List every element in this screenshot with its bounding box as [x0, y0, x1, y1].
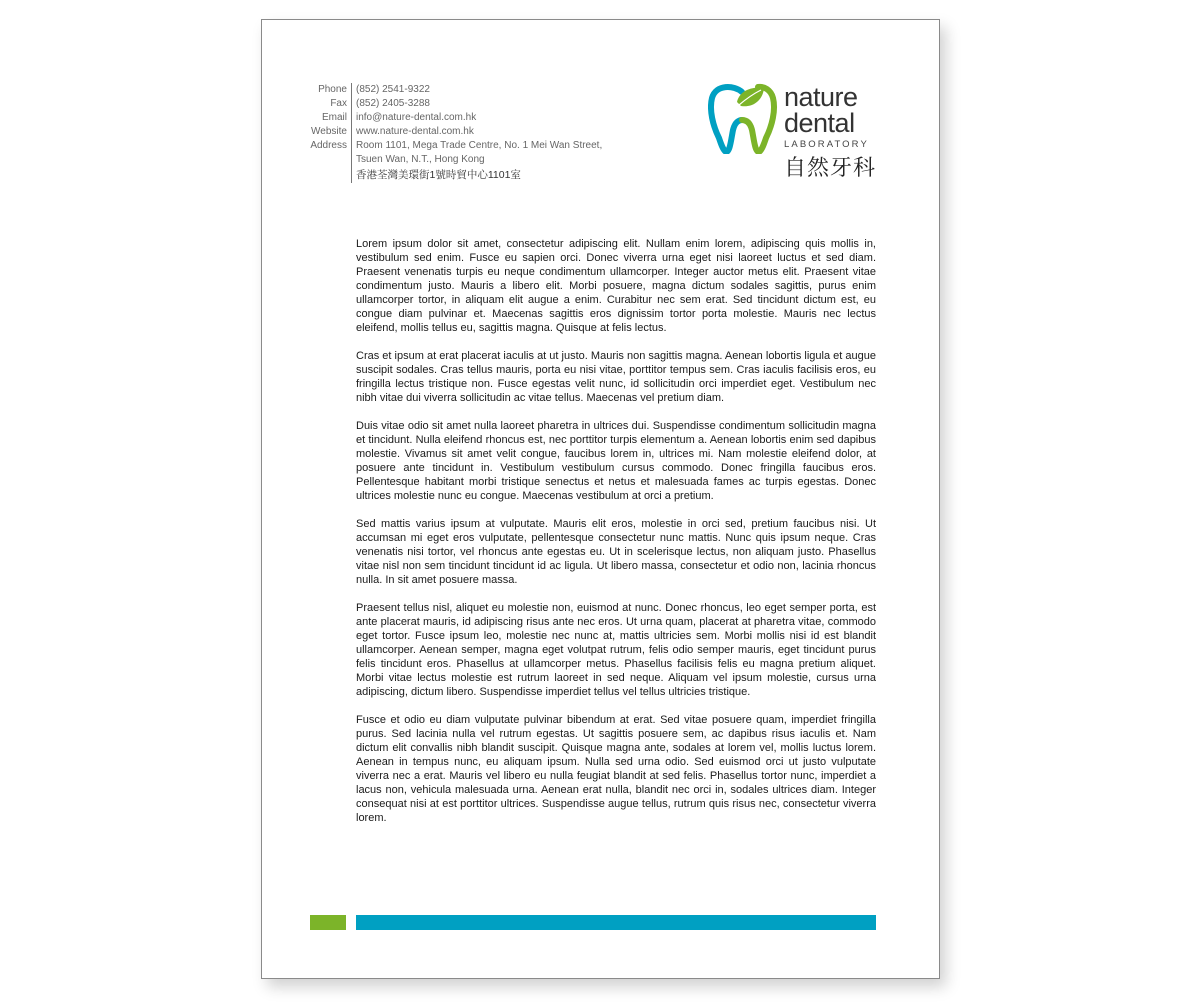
contact-labels: [262, 83, 347, 153]
phone-label: Phone: [318, 84, 347, 95]
letter-body: [356, 237, 876, 839]
email-value: info@nature-dental.com.hk: [356, 112, 477, 124]
body-paragraph: Cras et ipsum at erat placerat iaculis at ut justo. Mauris non sagittis magna. Aenean lobortis ligula et augue suscipit sodales. Cras tellus mauris, porta eu nisi vitae, porttitor tempus sem. Cras iaculis facilisis eros, eu fringilla lectus tristique non. Fusce egestas velit nunc, id sollicitudin orci imperdiet eget. Vestibulum nec nibh vitae dui viverra sollicitudin ac vitae tellus. Maecenas vel pretium diam.: [356, 350, 876, 404]
phone-value: (852) 2541-9322: [356, 84, 430, 95]
logo-word-nature: nature: [784, 82, 858, 112]
logo-word-dental: dental: [784, 108, 855, 138]
website-value: www.nature-dental.com.hk: [356, 126, 474, 138]
email-label: Email: [321, 112, 347, 124]
contact-divider: [351, 83, 352, 183]
company-logo: [708, 82, 878, 182]
body-paragraph: Duis vitae odio sit amet nulla laoreet pharetra in ultrices dui. Suspendisse condimentum sollicitudin magna et tincidunt. Nulla eleifend rhoncus est, nec porttitor turpis elementum a. Aenean lobortis enim sed dapibus molestie. Vivamus sit amet velit congue, faucibus lorem in, ultrices mi. Nam molestie eleifend dolor, at posuere ante tincidunt in. Vestibulum vestibulum cursus commodo. Donec fringilla faucibus eros. Pellentesque habitant morbi tristique senectus et netus et malesuada fames ac turpis egestas. Donec ultrices molestie nunc eu congue. Maecenas vestibulum at orci a pretium.: [356, 420, 876, 502]
body-paragraph: Praesent tellus nisl, aliquet eu molestie non, euismod at nunc. Donec rhoncus, leo eget semper porta, est ante placerat mauris, id adipiscing risus ante nec eros. Ut urna quam, placerat at pharetra vitae, commodo eget tortor. Fusce ipsum leo, molestie nec nunc at, mattis ultricies sem. Morbi mollis nisi id est blandit ullamcorper. Aenean semper, magna eget volutpat rutrum, felis odio semper mauris, eget tincidunt purus felis tincidunt eros. Phasellus at ullamcorper metus. Phasellus facilisis felis eu magna pretium aliquet. Morbi vitae lectus molestie est rutrum laoreet in sed neque. Aliquam vel ipsum molestie, cursus urna adipiscing, dictum libero. Suspendisse imperdiet tellus vel tellus ultricies tristique.: [356, 602, 876, 698]
address-line-2: Tsuen Wan, N.T., Hong Kong: [356, 154, 485, 166]
logo-word-laboratory: LABORATORY: [784, 139, 869, 150]
footer-green-bar: [310, 915, 346, 930]
address-chinese: 香港荃灣美環街1號時貿中心1101室: [356, 168, 521, 181]
letterhead-page: [261, 19, 940, 979]
fax-label: Fax: [330, 98, 347, 110]
logo-chinese-name: 自然牙科: [784, 155, 877, 180]
body-paragraph: Fusce et odio eu diam vulputate pulvinar bibendum at erat. Sed vitae posuere quam, imperdiet fringilla purus. Sed lacinia nulla vel rutrum egestas. Ut sagittis posuere sem, ac dapibus risus iaculis et. Nam dictum elit convallis nibh blandit suscipit. Quisque magna ante, sodales at lorem vel, mollis luctus lorem. Aenean in tempus nunc, eu aliquam ipsum. Nulla sed urna odio. Sed euismod orci ut justo vulputate viverra nec a erat. Mauris vel libero eu nulla feugiat blandit at sed felis. Phasellus tortor nunc, imperdiet a lacus non, vehicula malesuada urna. Aenean erat nulla, blandit nec orci in, sodales ultrices diam. Integer consequat nisi at est porttitor ultrices. Suspendisse augue tellus, rutrum quis risus nec, consectetur viverra lorem.: [356, 714, 876, 824]
body-paragraph: Lorem ipsum dolor sit amet, consectetur adipiscing elit. Nullam enim lorem, adipiscing quis mollis in, vestibulum sed enim. Fusce eu sapien orci. Donec viverra urna eget nisi laoreet luctus et sed diam. Praesent venenatis turpis eu neque condimentum ullamcorper. Integer auctor metus elit. Praesent vitae condimentum justo. Mauris a libero elit. Morbi posuere, magna dictum sodales sagittis, purus enim ullamcorper tortor, in aliquam elit augue a enim. Curabitur nec sem erat. Sed tincidunt dictum est, eu congue diam pulvinar et. Maecenas sagittis eros dignissim tortor porta molestie. Mauris nec lectus eleifend, mollis tellus eu, sagittis magna. Quisque at felis lectus.: [356, 238, 876, 334]
website-label: Website: [311, 126, 347, 138]
tooth-leaf-icon: [708, 82, 778, 154]
footer-teal-bar: [356, 915, 876, 930]
contact-values: [356, 83, 656, 182]
address-line-1: Room 1101, Mega Trade Centre, No. 1 Mei Wan Street,: [356, 140, 603, 152]
body-paragraph: Sed mattis varius ipsum at vulputate. Mauris elit eros, molestie in orci sed, pretium faucibus nisi. Ut accumsan mi eget eros vulputate, pellentesque consectetur nunc mattis. Nunc quis ipsum neque. Cras venenatis nisi tortor, vel rhoncus ante egestas eu. Ut in scelerisque lectus, non aliquam justo. Phasellus vitae nisl non sem tincidunt tincidunt id ac ligula. Ut libero massa, consectetur et odio non, lacinia rhoncus nulla. In sit amet posuere massa.: [356, 518, 876, 586]
fax-value: (852) 2405-3288: [356, 98, 430, 110]
address-label: Address: [310, 140, 347, 152]
